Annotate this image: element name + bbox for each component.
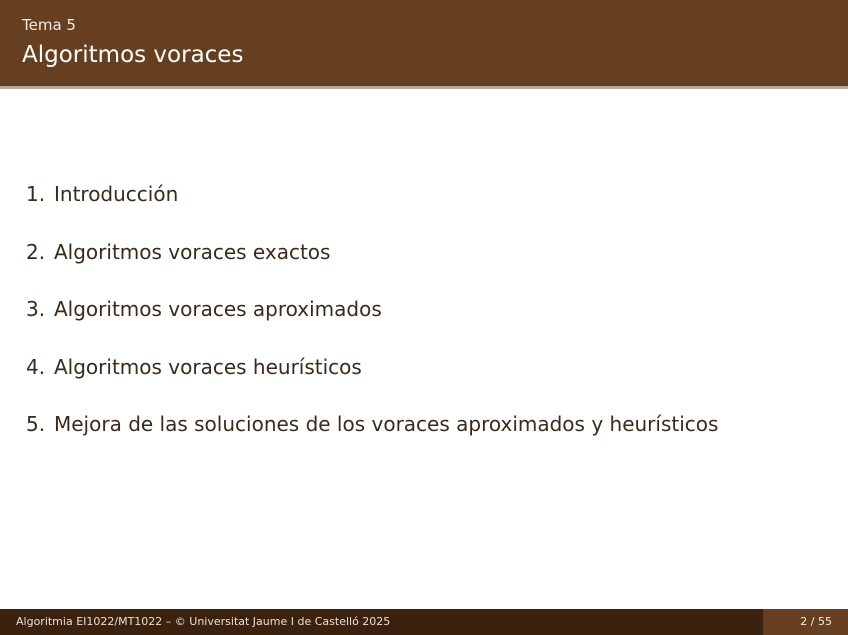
page-number: 2 / 55 [800,615,832,628]
toc-item-number: 2. [26,239,46,264]
toc-item-voraces-exactos[interactable] [26,236,718,294]
table-of-contents [26,178,718,466]
toc-item-introduccion[interactable] [26,178,718,236]
toc-item-label: Algoritmos voraces exactos [54,239,331,264]
toc-item-label: Algoritmos voraces aproximados [54,297,382,321]
toc-item-label: Introducción [54,182,179,206]
slide-title: Algoritmos voraces [22,42,244,68]
toc-item-voraces-aproximados[interactable] [26,293,718,351]
toc-item-mejora-soluciones[interactable] [26,408,718,466]
section-subtitle: Tema 5 [22,16,76,34]
footer-page-box [763,609,848,635]
toc-item-number: 5. [26,412,46,436]
toc-item-number: 3. [26,297,46,321]
toc-item-label: Algoritmos voraces heurísticos [54,354,362,379]
footer-course-info: Algoritmia EI1022/MT1022 – © Universitat Jaume I de Castelló 2025 [16,615,391,628]
toc-item-number: 4. [26,354,46,379]
toc-item-label: Mejora de las soluciones de los voraces aproximados y heurísticos [54,412,719,436]
slide-header [0,0,848,86]
footer-bar [0,609,763,635]
toc-item-number: 1. [26,182,46,206]
toc-item-voraces-heuristicos[interactable] [26,351,718,409]
header-divider [0,86,848,89]
